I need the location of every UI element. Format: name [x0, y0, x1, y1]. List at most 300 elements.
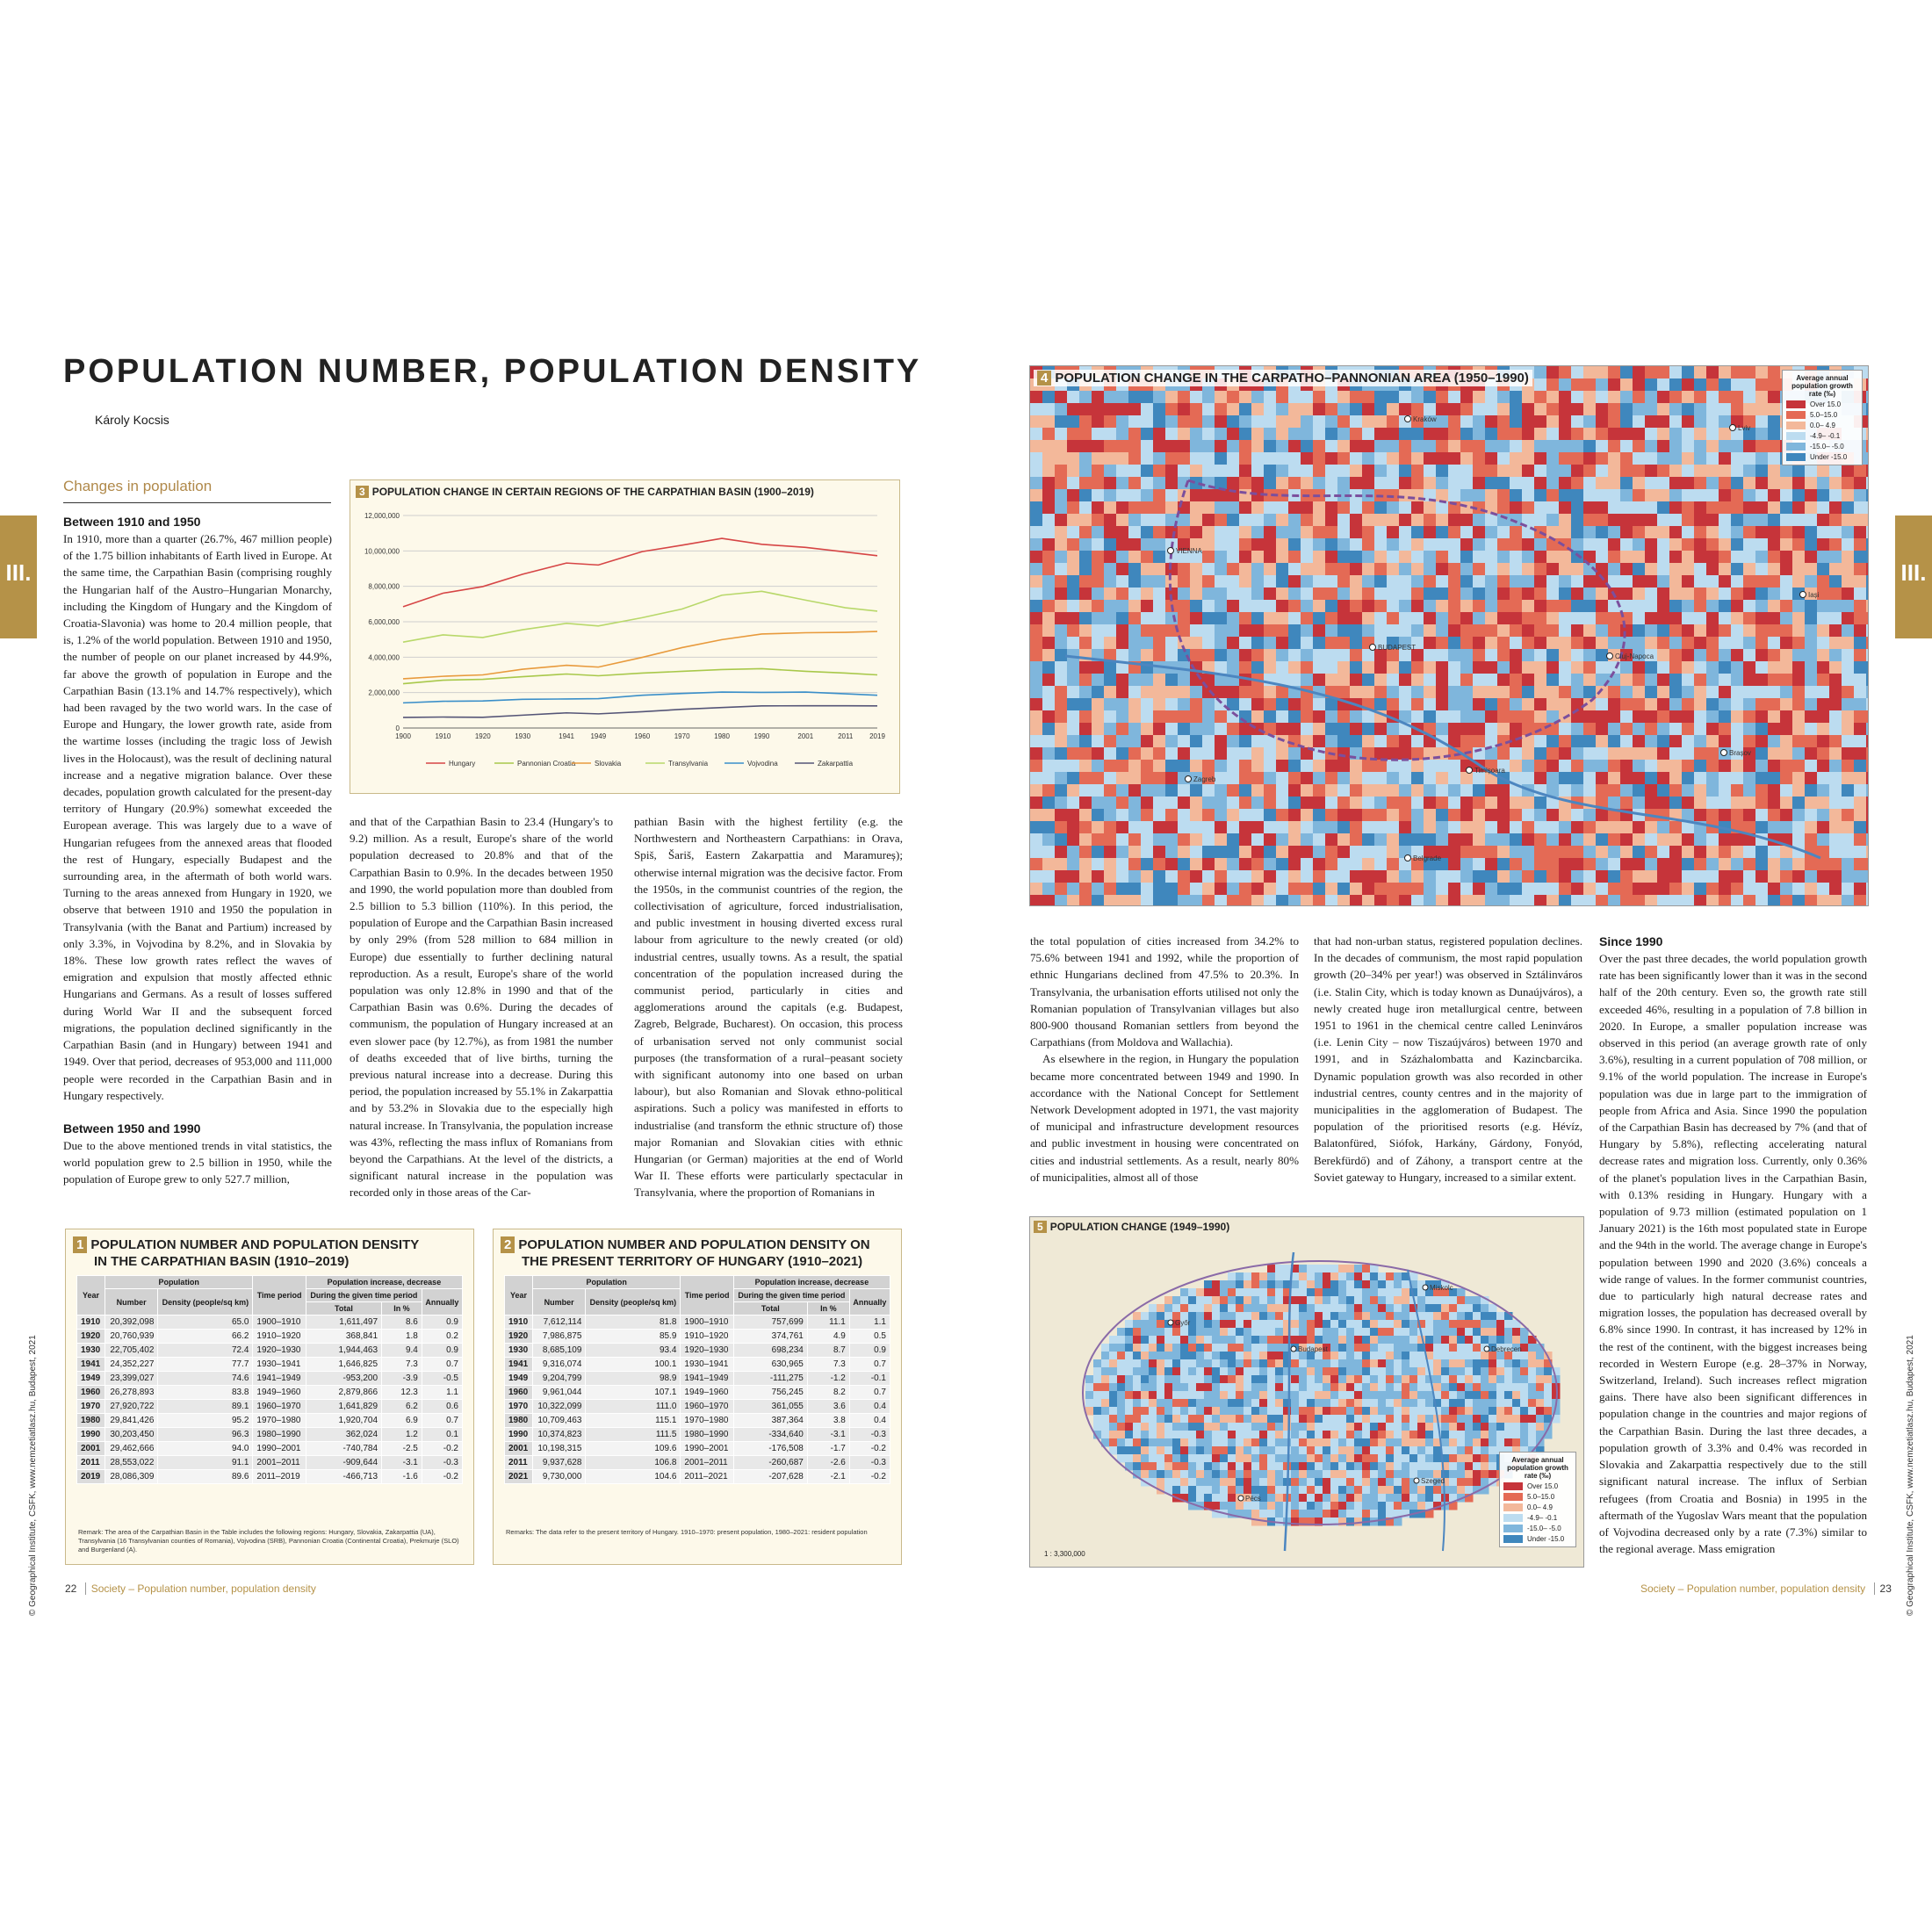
map-district — [1267, 1438, 1276, 1447]
table-cell: 1990–2001 — [253, 1442, 306, 1456]
map-district — [1338, 1431, 1347, 1439]
map-district — [1805, 624, 1818, 638]
map-district — [1682, 760, 1695, 773]
map-district — [1325, 588, 1338, 601]
map-district — [1731, 612, 1744, 625]
map-district — [1755, 526, 1769, 539]
map-district — [1448, 624, 1461, 638]
map-district — [1116, 686, 1129, 699]
map-district — [1682, 428, 1695, 441]
map-district — [1620, 747, 1633, 761]
map-district — [1522, 797, 1535, 810]
map-district — [1180, 1391, 1189, 1400]
map-district — [1633, 624, 1646, 638]
map-district — [1315, 1296, 1323, 1305]
map-district — [1706, 784, 1719, 797]
map-district — [1512, 1423, 1521, 1431]
subheading-1910-1950: Between 1910 and 1950 — [63, 515, 201, 529]
map-district — [1805, 686, 1818, 699]
map-district — [1768, 588, 1781, 601]
map-district — [1497, 600, 1510, 613]
map-district — [1497, 637, 1510, 650]
map-district — [1259, 1336, 1268, 1344]
map-district — [1571, 661, 1584, 674]
map-district — [1362, 465, 1375, 478]
map-district — [1141, 895, 1154, 905]
map-district — [1394, 1391, 1402, 1400]
map-district — [1330, 1470, 1339, 1479]
map-district — [1386, 1478, 1395, 1487]
map-district — [1510, 833, 1523, 847]
map-district — [1534, 821, 1547, 834]
map-district — [1133, 1454, 1142, 1463]
table-cell: 1980 — [77, 1414, 105, 1428]
map-district — [1259, 1344, 1268, 1352]
map-district — [1164, 1304, 1173, 1313]
map-district — [1315, 1423, 1323, 1431]
chapter-tab-left[interactable]: III. — [0, 515, 37, 638]
map-district — [1239, 772, 1252, 785]
map-district — [1165, 821, 1179, 834]
map-district — [1489, 1391, 1497, 1400]
map-district — [1337, 735, 1351, 748]
map-district — [1510, 440, 1523, 453]
map-district — [1330, 1478, 1339, 1487]
map-district — [1190, 391, 1203, 404]
y-tick-label: 6,000,000 — [368, 618, 400, 626]
map-district — [1251, 1328, 1260, 1337]
map-district — [1251, 735, 1265, 748]
map-district — [1325, 870, 1338, 883]
map-district — [1212, 1383, 1221, 1392]
map-district — [1202, 624, 1215, 638]
map-district — [1370, 1344, 1379, 1352]
map-district — [1251, 1320, 1260, 1329]
map-district — [1190, 821, 1203, 834]
map-district — [1338, 1359, 1347, 1368]
map-district — [1212, 1502, 1221, 1510]
map-district — [1288, 415, 1301, 429]
map-district — [1227, 747, 1240, 761]
map-district — [1141, 1415, 1150, 1424]
map-district — [1409, 1336, 1418, 1344]
map-district — [1196, 1391, 1205, 1400]
map-district — [1291, 1399, 1300, 1408]
map-district — [1042, 477, 1056, 490]
map-district — [1116, 624, 1129, 638]
map-district — [1109, 1431, 1118, 1439]
map-district — [1204, 1438, 1213, 1447]
map-district — [1743, 538, 1756, 551]
table-cell: 1970–1980 — [253, 1414, 306, 1428]
x-tick-label: 2001 — [797, 732, 814, 740]
map-district — [1854, 612, 1867, 625]
map-district — [1251, 1431, 1260, 1439]
map-district — [1092, 809, 1105, 822]
map-district — [1092, 526, 1105, 539]
map-district — [1620, 563, 1633, 576]
map-district — [1497, 674, 1510, 687]
map-district — [1239, 452, 1252, 465]
map-district — [1215, 465, 1228, 478]
map-district — [1866, 366, 1868, 379]
paragraph: the total population of cities increased from 34.2% to 75.6% between 1941 and 1992, while the proportion of ethnic Hungarians declined from 47.5% to 20.3%. In Transylvania, the urbanisation efforts utilised not only the Romanian population of Transylvanian villages but also 800-900 thousand Romanian settlers from beyond the Carpathians (from Moldova and Wallachia). — [1030, 934, 1299, 1049]
map-district — [1276, 538, 1289, 551]
map-district — [1220, 1494, 1229, 1503]
map-district — [1608, 846, 1621, 859]
map-district — [1394, 1399, 1402, 1408]
map-district — [1620, 440, 1633, 453]
map-district — [1669, 797, 1683, 810]
map-district — [1620, 501, 1633, 515]
map-district — [1188, 1383, 1197, 1392]
map-district — [1743, 624, 1756, 638]
map-district — [1239, 735, 1252, 748]
map-district — [1188, 1423, 1197, 1431]
map-district — [1417, 1304, 1426, 1313]
map-district — [1350, 883, 1363, 896]
map-district — [1755, 809, 1769, 822]
table-number: 1 — [73, 1236, 87, 1253]
map-district — [1153, 391, 1166, 404]
map-district — [1092, 784, 1105, 797]
map-district — [1522, 415, 1535, 429]
map-district — [1202, 895, 1215, 905]
map-district — [1196, 1288, 1205, 1297]
map-district — [1522, 735, 1535, 748]
map-district — [1313, 612, 1326, 625]
map-district — [1178, 428, 1191, 441]
map-district — [1042, 501, 1056, 515]
map-district — [1402, 1328, 1410, 1337]
map-4[interactable] — [1029, 365, 1869, 906]
map-district — [1719, 698, 1732, 711]
map-district — [1227, 600, 1240, 613]
map-district — [1522, 637, 1535, 650]
map-district — [1780, 563, 1793, 576]
map-district — [1520, 1359, 1529, 1368]
map-district — [1510, 465, 1523, 478]
map-district — [1694, 551, 1707, 564]
map-district — [1534, 538, 1547, 551]
map-district — [1275, 1462, 1284, 1471]
map-district — [1460, 551, 1474, 564]
map-district — [1239, 698, 1252, 711]
map-district — [1497, 501, 1510, 515]
map-district — [1228, 1352, 1236, 1360]
map-district — [1259, 1399, 1268, 1408]
map-district — [1190, 649, 1203, 662]
map-district — [1157, 1423, 1165, 1431]
map-district — [1504, 1431, 1513, 1439]
map-district — [1436, 612, 1449, 625]
city-label: Pécs — [1245, 1495, 1261, 1503]
map-district — [1128, 858, 1142, 871]
map-district — [1854, 538, 1867, 551]
map-district — [1315, 1280, 1323, 1289]
map-district — [1276, 883, 1289, 896]
map-district — [1164, 1328, 1173, 1337]
map-district — [1854, 698, 1867, 711]
map-district — [1227, 858, 1240, 871]
map-district — [1212, 1367, 1221, 1376]
map-district — [1473, 575, 1486, 588]
map-district — [1719, 760, 1732, 773]
map-district — [1583, 747, 1597, 761]
map-district — [1104, 760, 1117, 773]
map-district — [1768, 624, 1781, 638]
map-district — [1267, 1288, 1276, 1297]
map-district — [1307, 1431, 1316, 1439]
map-district — [1719, 501, 1732, 515]
map-district — [1350, 895, 1363, 905]
map-district — [1866, 612, 1868, 625]
map-district — [1313, 735, 1326, 748]
table-cell: 1960–1970 — [253, 1400, 306, 1414]
map-district — [1481, 1328, 1489, 1337]
map-district — [1719, 649, 1732, 662]
map-district — [1164, 1359, 1173, 1368]
map-district — [1276, 440, 1289, 453]
map-district — [1323, 1446, 1331, 1455]
map-district — [1768, 366, 1781, 379]
map-district — [1288, 477, 1301, 490]
map-district — [1497, 883, 1510, 896]
map-district — [1267, 1391, 1276, 1400]
map-district — [1067, 465, 1080, 478]
map-district — [1755, 501, 1769, 515]
map-district — [1264, 428, 1277, 441]
map-district — [1402, 1383, 1410, 1392]
map-district — [1780, 723, 1793, 736]
text-column-3 — [634, 813, 903, 1201]
map-district — [1141, 883, 1154, 896]
map-district — [1346, 1510, 1355, 1518]
map-district — [1620, 723, 1633, 736]
map-district — [1276, 612, 1289, 625]
map-district — [1116, 809, 1129, 822]
map-district — [1172, 1415, 1181, 1424]
map-district — [1559, 600, 1572, 613]
map-district — [1425, 1296, 1434, 1305]
map-district — [1259, 1359, 1268, 1368]
map-district — [1522, 833, 1535, 847]
map-district — [1116, 797, 1129, 810]
map-district — [1596, 870, 1609, 883]
map-district — [1299, 1415, 1308, 1424]
map-district — [1244, 1510, 1252, 1518]
map-district — [1133, 1352, 1142, 1360]
map-district — [1448, 575, 1461, 588]
map-district — [1313, 588, 1326, 601]
map-district — [1323, 1494, 1331, 1503]
map-district — [1866, 760, 1868, 773]
map-district — [1386, 1280, 1395, 1289]
map-district — [1473, 1423, 1481, 1431]
map-district — [1259, 1446, 1268, 1455]
map-district — [1559, 514, 1572, 527]
map-district — [1267, 1375, 1276, 1384]
map-district — [1116, 858, 1129, 871]
map-district — [1755, 366, 1769, 379]
map-district — [1394, 1454, 1402, 1463]
map-district — [1534, 772, 1547, 785]
map-district — [1307, 1423, 1316, 1431]
map-district — [1133, 1359, 1142, 1368]
map-district — [1682, 452, 1695, 465]
map-district — [1164, 1312, 1173, 1321]
map-district — [1682, 526, 1695, 539]
map-district — [1596, 501, 1609, 515]
map-district — [1338, 1304, 1347, 1313]
map-district — [1497, 526, 1510, 539]
map-district — [1315, 1304, 1323, 1313]
map-district — [1485, 821, 1498, 834]
map-district — [1559, 883, 1572, 896]
map-district — [1374, 477, 1388, 490]
map-district — [1276, 514, 1289, 527]
table-cell: 1,611,497 — [306, 1316, 381, 1330]
map-district — [1330, 1407, 1339, 1416]
map-district — [1239, 760, 1252, 773]
map-district — [1424, 600, 1437, 613]
map-district — [1394, 1423, 1402, 1431]
map-district — [1030, 723, 1043, 736]
map-district — [1473, 588, 1486, 601]
map-district — [1497, 661, 1510, 674]
map-district — [1633, 378, 1646, 392]
map-district — [1645, 489, 1658, 502]
map-district — [1251, 870, 1265, 883]
map-district — [1313, 747, 1326, 761]
map-district — [1313, 600, 1326, 613]
map-district — [1571, 674, 1584, 687]
map-district — [1116, 588, 1129, 601]
map-district — [1220, 1486, 1229, 1495]
map-district — [1313, 501, 1326, 515]
map-district — [1079, 858, 1092, 871]
map-district — [1583, 612, 1597, 625]
map-district — [1608, 489, 1621, 502]
map-district — [1276, 637, 1289, 650]
map-district — [1330, 1320, 1339, 1329]
map-district — [1657, 378, 1670, 392]
map-district — [1559, 489, 1572, 502]
map-district — [1055, 600, 1068, 613]
map-district — [1220, 1415, 1229, 1424]
map-district — [1362, 784, 1375, 797]
map-district — [1497, 551, 1510, 564]
map-district — [1104, 883, 1117, 896]
map-district — [1323, 1320, 1331, 1329]
map-district — [1204, 1446, 1213, 1455]
map-district — [1362, 1265, 1371, 1273]
map-district — [1449, 1367, 1458, 1376]
map-district — [1164, 1352, 1173, 1360]
map-district — [1387, 760, 1400, 773]
map-district — [1346, 1328, 1355, 1337]
map-district — [1719, 624, 1732, 638]
map-district — [1092, 514, 1105, 527]
map-district — [1313, 440, 1326, 453]
map-district — [1417, 1407, 1426, 1416]
map-district — [1244, 1486, 1252, 1495]
map-district — [1402, 1407, 1410, 1416]
series-line — [403, 668, 877, 683]
map-district — [1399, 661, 1412, 674]
map-district — [1125, 1352, 1134, 1360]
map-district — [1116, 772, 1129, 785]
map-district — [1497, 588, 1510, 601]
map-district — [1473, 674, 1486, 687]
table-cell: -0.2 — [849, 1470, 890, 1484]
map-district — [1386, 1399, 1395, 1408]
map-district — [1378, 1407, 1387, 1416]
map-district — [1536, 1352, 1545, 1360]
map-district — [1512, 1359, 1521, 1368]
map-district — [1350, 809, 1363, 822]
map-district — [1866, 821, 1868, 834]
map-district — [1220, 1336, 1229, 1344]
map-district — [1330, 1510, 1339, 1518]
map-district — [1330, 1446, 1339, 1455]
map-district — [1301, 391, 1314, 404]
map-district — [1411, 563, 1424, 576]
map-district — [1141, 710, 1154, 724]
map-district — [1330, 1375, 1339, 1384]
map-district — [1448, 698, 1461, 711]
map-district — [1370, 1304, 1379, 1313]
map-district — [1633, 710, 1646, 724]
map-district — [1337, 821, 1351, 834]
map-district — [1387, 465, 1400, 478]
map-district — [1202, 465, 1215, 478]
map-district — [1743, 772, 1756, 785]
map-district — [1079, 575, 1092, 588]
map-district — [1275, 1383, 1284, 1392]
legend-swatch — [1786, 453, 1806, 461]
map-district — [1228, 1367, 1236, 1376]
map-district — [1433, 1383, 1442, 1392]
table-cell: 2021 — [505, 1470, 533, 1484]
map-district — [1153, 551, 1166, 564]
map-district — [1522, 809, 1535, 822]
map-district — [1842, 551, 1855, 564]
map-district — [1559, 661, 1572, 674]
map-district — [1829, 624, 1842, 638]
map-district — [1571, 501, 1584, 515]
map-district — [1425, 1344, 1434, 1352]
map-district — [1178, 514, 1191, 527]
chapter-tab-right[interactable]: III. — [1895, 515, 1932, 638]
map-district — [1731, 563, 1744, 576]
map-district — [1534, 551, 1547, 564]
map-district — [1805, 735, 1818, 748]
map-district — [1374, 588, 1388, 601]
map-district — [1473, 1407, 1481, 1416]
map-5[interactable] — [1029, 1216, 1584, 1568]
map-district — [1417, 1391, 1426, 1400]
map-district — [1866, 391, 1868, 404]
map-district — [1512, 1399, 1521, 1408]
map-district — [1067, 833, 1080, 847]
map-district — [1583, 489, 1597, 502]
map-district — [1227, 391, 1240, 404]
map-district — [1325, 575, 1338, 588]
map-district — [1236, 1320, 1244, 1329]
map-district — [1657, 870, 1670, 883]
map-district — [1030, 415, 1043, 429]
